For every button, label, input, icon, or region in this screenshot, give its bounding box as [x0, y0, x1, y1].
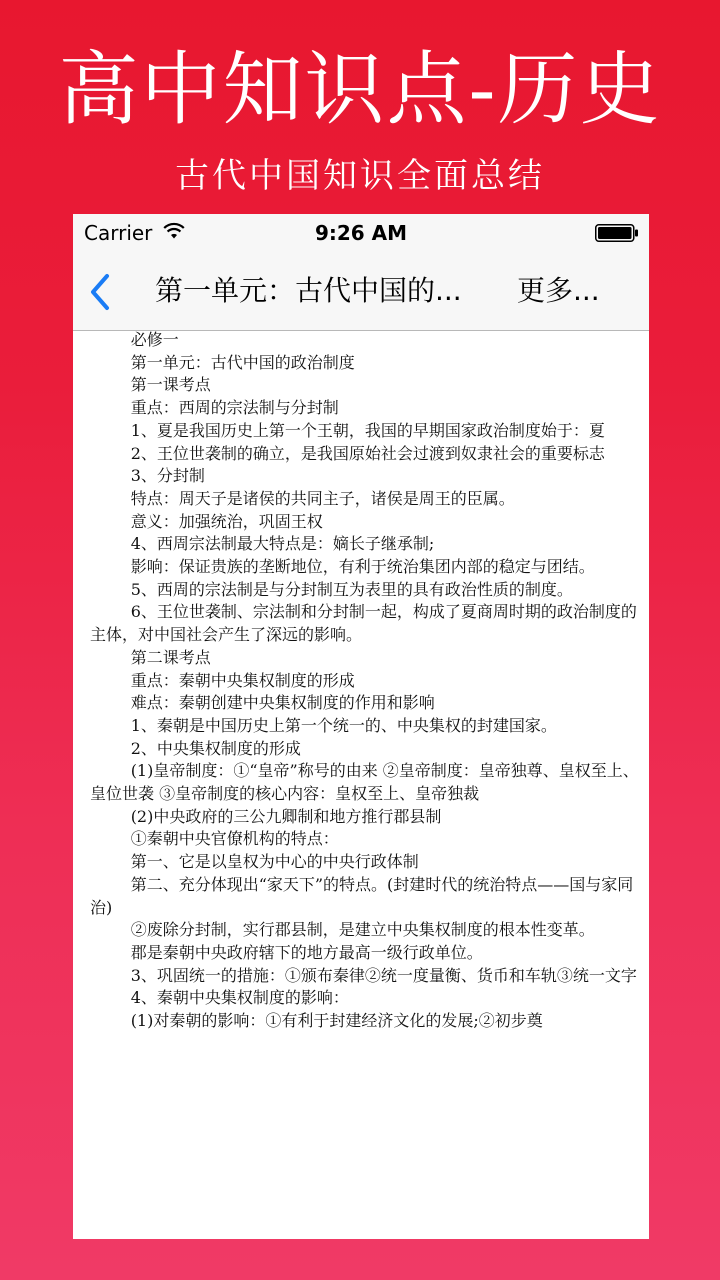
content-line: 1、秦朝是中国历史上第一个统一的、中央集权的封建国家。 — [90, 715, 557, 735]
content-line: 第一单元：古代中国的政治制度 — [90, 352, 355, 372]
content-line: 第二、充分体现出“家天下”的特点。(封建时代的统治特点——国与家同治) — [90, 874, 634, 917]
content-line: 1、夏是我国历史上第一个王朝，我国的早期国家政治制度始于：夏 — [90, 420, 605, 440]
chevron-left-icon[interactable] — [87, 272, 113, 312]
content-line: 特点：周天子是诸侯的共同主子，诸侯是周王的臣属。 — [90, 488, 515, 508]
battery-icon — [595, 224, 639, 242]
more-button[interactable]: 更多... — [517, 274, 600, 307]
carrier-label: Carrier — [84, 221, 153, 245]
status-time: 9:26 AM — [314, 221, 408, 245]
content-line: 4、西周宗法制最大特点是：嫡长子继承制; — [90, 534, 435, 554]
content-line: 难点：秦朝创建中央集权制度的作用和影响 — [90, 693, 435, 713]
promo-title: 高中知识点-历史 — [58, 43, 662, 136]
content-line: (1)皇帝制度：①“皇帝”称号的由来 ②皇帝制度：皇帝独尊、皇权至上、皇位世袭 ③皇帝制度的核心内容：皇权至上、皇帝独裁 — [90, 761, 639, 804]
content-line: 第一、它是以皇权为中心的中央行政体制 — [90, 852, 419, 872]
content-line: 重点：秦朝中央集权制度的形成 — [90, 670, 355, 690]
phone-screen — [73, 214, 649, 1239]
content-line: 郡是秦朝中央政府辖下的地方最高一级行政单位。 — [90, 942, 483, 962]
content-line: 重点：西周的宗法制与分封制 — [90, 398, 339, 418]
content-line: 5、西周的宗法制是与分封制互为表里的具有政治性质的制度。 — [90, 579, 573, 599]
status-bar — [73, 214, 649, 252]
content-line: 意义：加强统治，巩固王权 — [90, 511, 323, 531]
content-line: 必修一 — [90, 330, 179, 349]
document-content[interactable] — [90, 329, 642, 1239]
content-line: (2)中央政府的三公九卿制和地方推行郡县制 — [90, 806, 442, 826]
content-line: 4、秦朝中央集权制度的影响： — [90, 988, 349, 1008]
navigation-bar — [73, 252, 649, 331]
content-line: 6、王位世袭制、宗法制和分封制一起，构成了夏商周时期的政治制度的主体，对中国社会产生了深远的影响。 — [90, 602, 637, 645]
content-line: 第一课考点 — [90, 375, 211, 395]
content-line: ①秦朝中央官僚机构的特点： — [90, 829, 339, 849]
content-line: 第二课考点 — [90, 647, 211, 667]
content-line: ②废除分封制，实行郡县制，是建立中央集权制度的根本性变革。 — [90, 920, 595, 940]
nav-title: 第一单元：古代中国的... — [155, 274, 462, 307]
content-line: (1)对秦朝的影响：①有利于封建经济文化的发展;②初步奠 — [90, 1011, 543, 1031]
content-line: 2、中央集权制度的形成 — [90, 738, 301, 758]
content-line: 3、巩固统一的措施：①颁布秦律②统一度量衡、货币和车轨③统一文字 — [90, 965, 637, 985]
promo-subtitle: 古代中国知识全面总结 — [175, 156, 545, 196]
content-line: 影响：保证贵族的垄断地位，有利于统治集团内部的稳定与团结。 — [90, 557, 595, 577]
content-line: 3、分封制 — [90, 466, 205, 486]
content-line: 2、王位世袭制的确立，是我国原始社会过渡到奴隶社会的重要标志 — [90, 443, 605, 463]
